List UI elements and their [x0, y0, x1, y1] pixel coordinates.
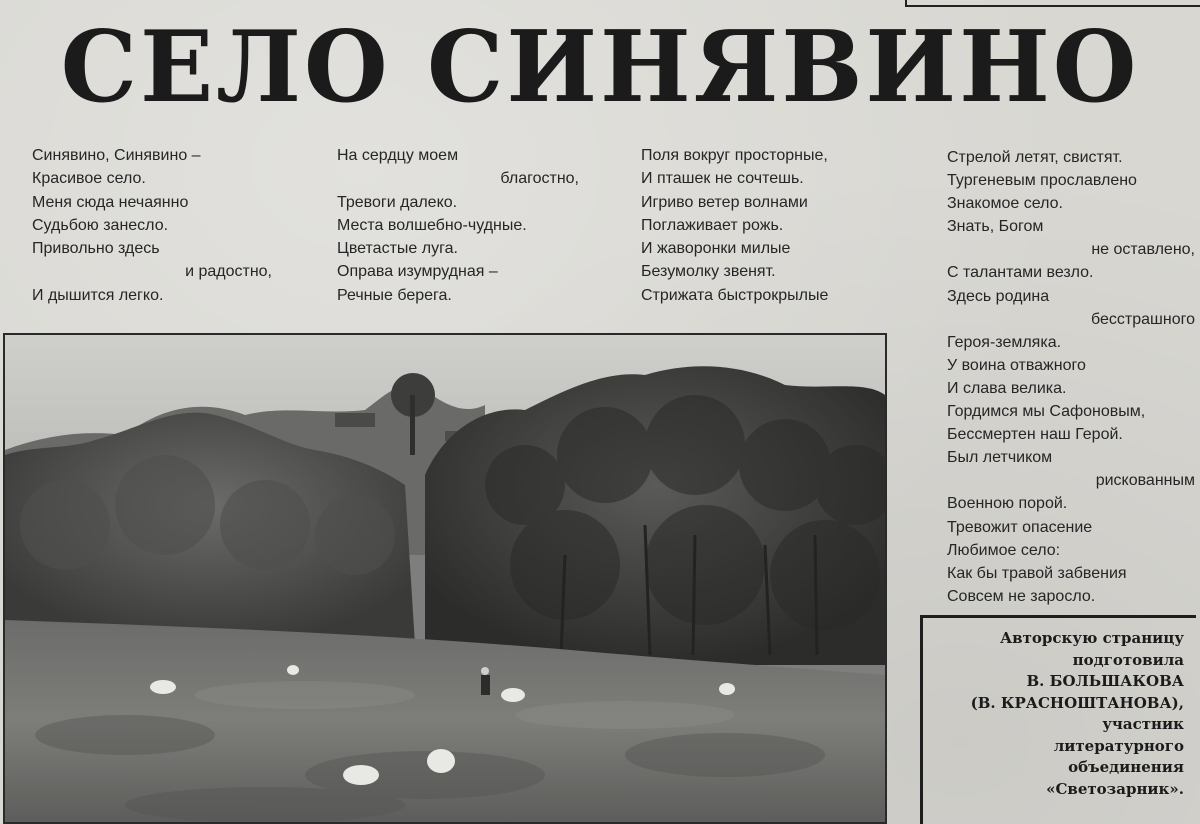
poem-line: Красивое село.	[32, 170, 146, 188]
village-photo	[3, 333, 887, 824]
poem-line: Военною порой.	[947, 495, 1068, 513]
top-border-rule	[905, 0, 1200, 7]
credit-line: литературного	[1053, 736, 1184, 755]
poem-line: Привольно здесь	[32, 240, 160, 258]
poem-line: На сердцу моем	[337, 147, 459, 164]
poem-line: Синявино, Синявино –	[32, 147, 201, 164]
poem-line: Бессмертен наш Герой.	[947, 426, 1123, 444]
poem-column-3	[641, 144, 886, 307]
credit-line: Авторскую страницу	[999, 629, 1184, 647]
poem-line: Героя-земляка.	[947, 333, 1062, 351]
village-landscape-image	[5, 335, 885, 822]
poem-line: Знакомое село.	[947, 195, 1063, 213]
poem-line: Был летчиком	[947, 449, 1053, 467]
poem-line: И жаворонки милые	[641, 240, 791, 258]
poem-line: Судьбою занесло.	[32, 216, 169, 234]
poem-column-4	[947, 146, 1195, 608]
poem-line: И слава велика.	[947, 379, 1067, 397]
poem-line: И дышится легко.	[32, 286, 164, 304]
poem-line: благостно,	[500, 170, 579, 188]
poem-line: Как бы травой забвения	[947, 564, 1127, 582]
poem-line: Стрелой летят, свистят.	[947, 149, 1123, 166]
poem-line: не оставлено,	[1091, 241, 1195, 259]
poem-line: Речные берега.	[337, 286, 452, 304]
poem-line: рискованным	[1095, 472, 1195, 490]
credit-line: подготовила	[1072, 650, 1184, 669]
poem-line: Оправа изумрудная –	[337, 263, 498, 281]
poem-line: Поля вокруг просторные,	[641, 147, 828, 164]
poem-line: Места волшебно-чудные.	[337, 216, 527, 234]
poem-line: и радостно,	[185, 263, 272, 281]
author-credit-box	[920, 615, 1196, 824]
poem-line: Здесь родина	[947, 287, 1050, 305]
poem-line: Безумолку звенят.	[641, 263, 776, 281]
poem-line: Тревоги далеко.	[337, 193, 458, 211]
poem-line: Меня сюда нечаянно	[32, 193, 189, 211]
credit-line: участник	[1102, 715, 1184, 733]
poem-line: Поглаживает рожь.	[641, 216, 784, 234]
credit-author-maiden-name: (В. КРАСНОШТАНОВА),	[970, 693, 1184, 712]
poem-line: бесстрашного	[1091, 310, 1195, 328]
credit-author-name: В. БОЛЬШАКОВА	[1026, 672, 1184, 690]
poem-line: Цветастые луга.	[337, 240, 458, 258]
poem-line: Тревожит опасение	[947, 518, 1093, 536]
credit-line: объединения	[1068, 758, 1184, 776]
credit-association-name: «Светозарник».	[1046, 779, 1184, 798]
poem-line: Стрижата быстрокрылые	[641, 286, 829, 304]
poem-column-1	[32, 144, 272, 307]
poem-column-2	[337, 144, 579, 307]
poem-line: С талантами везло.	[947, 264, 1094, 282]
poem-line: Знать, Богом	[947, 218, 1044, 236]
poem-line: Гордимся мы Сафоновым,	[947, 403, 1146, 421]
poem-line: Игриво ветер волнами	[641, 193, 808, 211]
headline: СЕЛО СИНЯВИНО	[60, 10, 1140, 125]
poem-line: У воина отважного	[947, 356, 1086, 374]
poem-line: Любимое село:	[947, 541, 1061, 559]
poem-line: И пташек не сочтешь.	[641, 170, 804, 188]
poem-line: Тургеневым прославлено	[947, 172, 1137, 190]
poem-line: Совсем не заросло.	[947, 587, 1096, 605]
